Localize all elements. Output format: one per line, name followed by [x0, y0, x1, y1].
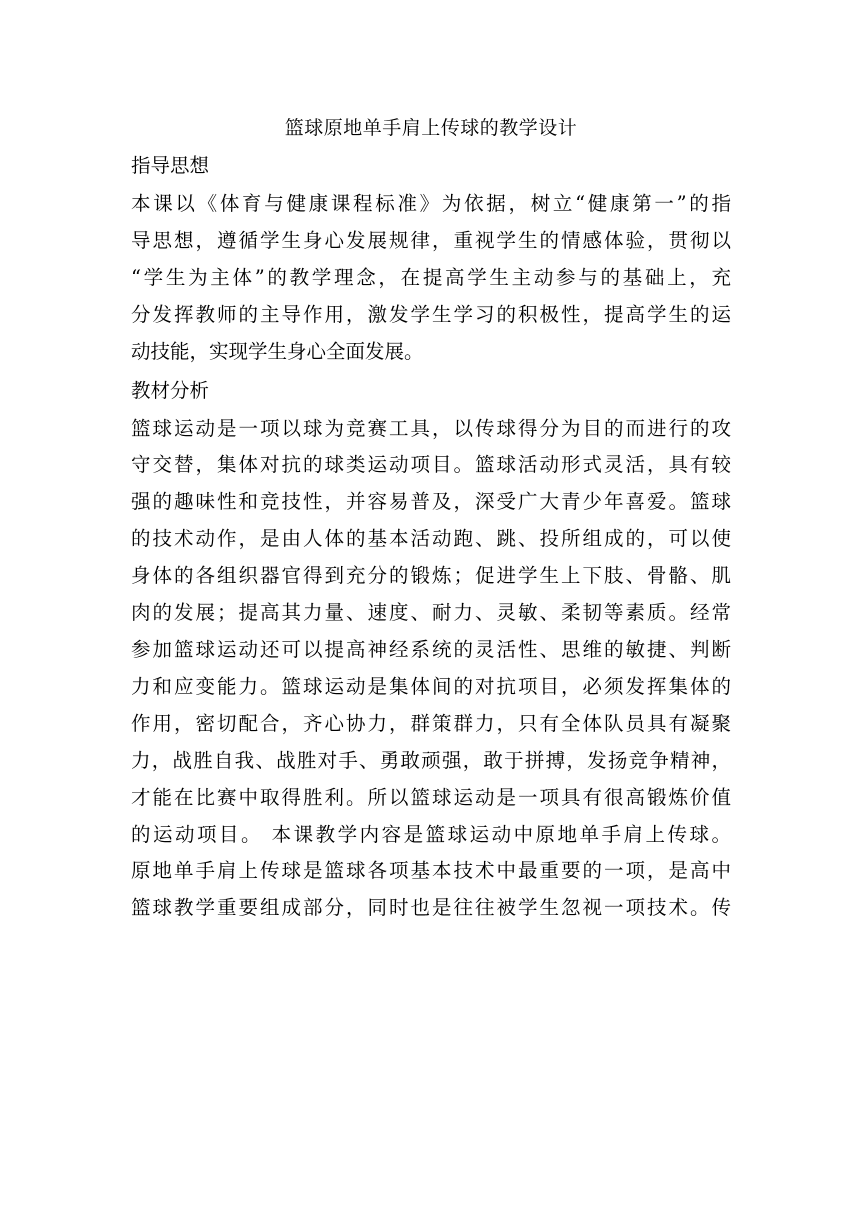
- paragraph-line: 肉的发展；提高其力量、速度、耐力、灵敏、柔韧等素质。经常: [131, 601, 731, 625]
- paragraph-line: 本课以《体育与健康课程标准》为依据，树立“健康第一”的指: [131, 192, 731, 215]
- section-heading-guiding-ideology: 指导思想: [131, 154, 210, 177]
- paragraph-line: 原地单手肩上传球是篮球各项基本技术中最重要的一项，是高中: [131, 859, 731, 883]
- section-paragraph-material-analysis: [131, 411, 731, 928]
- paragraph-line: 篮球教学重要组成部分，同时也是往往被学生忽视一项技术。传: [131, 896, 731, 920]
- paragraph-line: 篮球运动是一项以球为竞赛工具，以传球得分为目的而进行的攻: [131, 416, 731, 440]
- paragraph-line: 力，战胜自我、战胜对手、勇敢顽强，敢于拼搏，发扬竞争精神，: [131, 748, 731, 772]
- section-paragraph-guiding-ideology: [131, 186, 731, 371]
- paragraph-line: 才能在比赛中取得胜利。所以篮球运动是一项具有很高锻炼价值: [131, 785, 731, 809]
- section-heading-material-analysis: 教材分析: [131, 378, 210, 402]
- paragraph-line: 力和应变能力。篮球运动是集体间的对抗项目，必须发挥集体的: [131, 674, 731, 698]
- paragraph-line: 的运动项目。 本课教学内容是篮球运动中原地单手肩上传球。: [131, 822, 731, 846]
- paragraph-line: 的技术动作，是由人体的基本活动跑、跳、投所组成的，可以使: [131, 527, 731, 551]
- paragraph-line: 守交替，集体对抗的球类运动项目。篮球活动形式灵活，具有较: [131, 453, 731, 477]
- paragraph-line: 强的趣味性和竞技性，并容易普及，深受广大青少年喜爱。篮球: [131, 490, 731, 514]
- paragraph-line: 动技能，实现学生身心全面发展。: [131, 339, 424, 363]
- paragraph-line: 作用，密切配合，齐心协力，群策群力，只有全体队员具有凝聚: [131, 711, 731, 735]
- document-title: 篮球原地单手肩上传球的教学设计: [284, 117, 578, 139]
- paragraph-line: 分发挥教师的主导作用，激发学生学习的积极性，提高学生的运: [131, 302, 731, 326]
- paragraph-line: 导思想，遵循学生身心发展规律，重视学生的情感体验，贯彻以: [131, 228, 731, 252]
- document-page: [131, 110, 731, 927]
- paragraph-line: 身体的各组织器官得到充分的锻炼；促进学生上下肢、骨骼、肌: [131, 564, 731, 588]
- paragraph-line: 参加篮球运动还可以提高神经系统的灵活性、思维的敏捷、判断: [131, 637, 731, 661]
- paragraph-line: “学生为主体”的教学理念，在提高学生主动参与的基础上，充: [131, 265, 731, 289]
